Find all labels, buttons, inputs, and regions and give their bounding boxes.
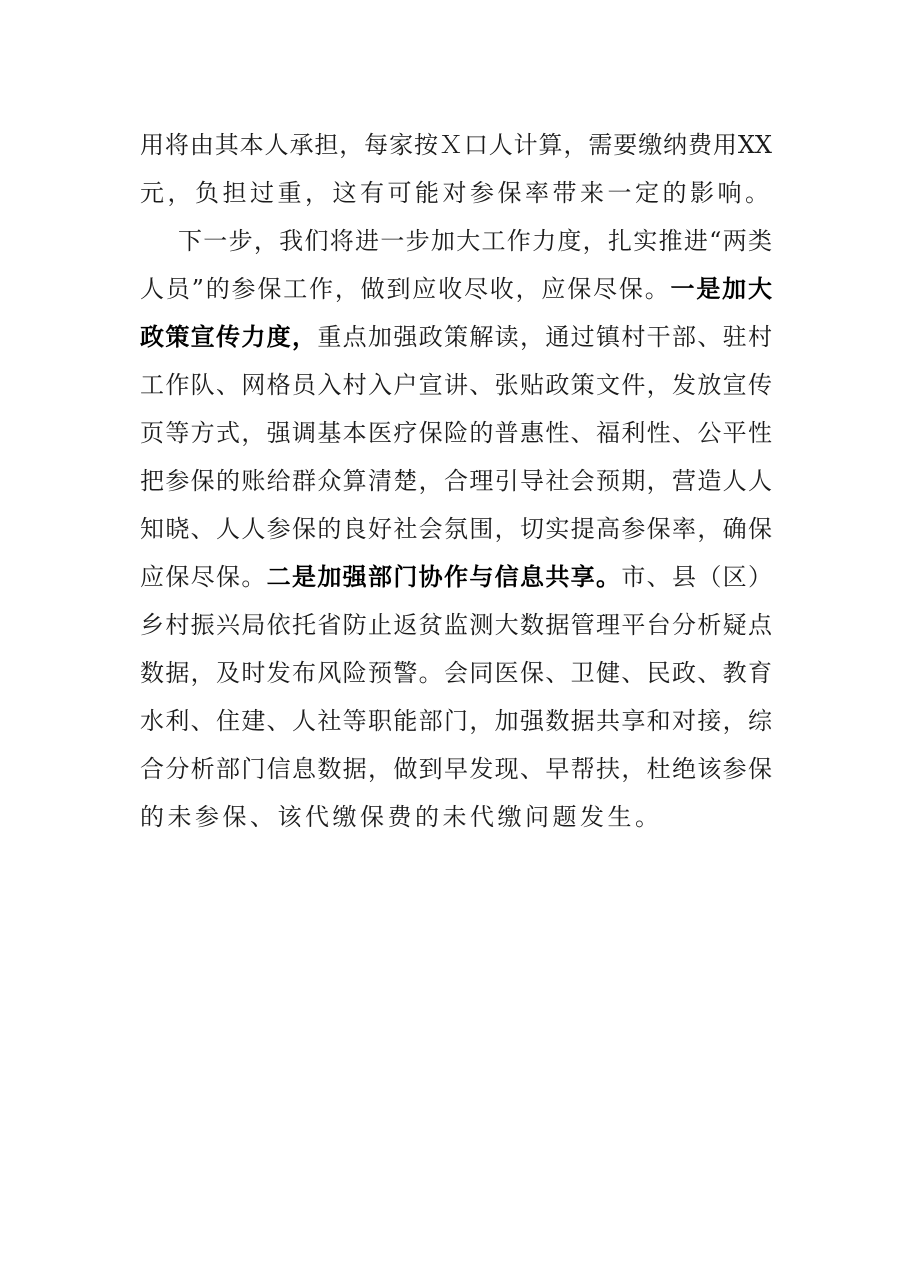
text-line: 页等方式，强调基本医疗保险的普惠性、福利性、公平性 <box>140 419 772 447</box>
text-line: 把参保的账给群众算清楚，合理引导社会预期，营造人人 <box>140 467 772 495</box>
bold-heading-run: 二是加强部门协作与信息共享。 <box>266 563 622 591</box>
text-line: 知晓、人人参保的良好社会氛围，切实提高参保率，确保 <box>140 515 772 543</box>
bold-heading-run: 政策宣传力度， <box>140 323 318 351</box>
text-run: 应保尽保。 <box>140 563 267 591</box>
text-line: 合分析部门信息数据，做到早发现、早帮扶，杜绝该参保 <box>140 755 772 783</box>
text-line <box>140 553 772 601</box>
bold-heading-run: 一是加大 <box>670 275 772 303</box>
text-line: 用将由其本人承担，每家按Ｘ口人计算，需要缴纳费用XX <box>140 131 772 159</box>
text-line: 乡村振兴局依托省防止返贫监测大数据管理平台分析疑点 <box>140 611 772 639</box>
document-body <box>140 121 772 841</box>
text-line: 数据，及时发布风险预警。会同医保、卫健、民政、教育 <box>140 659 772 687</box>
text-line <box>140 265 772 313</box>
text-line: 元，负担过重，这有可能对参保率带来一定的影响。 <box>140 179 773 207</box>
text-line: 工作队、网格员入村入户宣讲、张贴政策文件，发放宣传 <box>140 371 772 399</box>
text-line <box>140 313 772 361</box>
text-line: 下一步，我们将进一步加大工作力度，扎实推进“两类 <box>178 227 772 255</box>
text-run: 市、县（区） <box>621 563 773 591</box>
text-run: 人员”的参保工作，做到应收尽收，应保尽保。 <box>140 275 671 303</box>
text-line: 的未参保、该代缴保费的未代缴问题发生。 <box>140 803 663 831</box>
text-line: 水利、住建、人社等职能部门，加强数据共享和对接，综 <box>140 707 772 735</box>
text-run: 重点加强政策解读，通过镇村干部、驻村 <box>317 323 773 351</box>
